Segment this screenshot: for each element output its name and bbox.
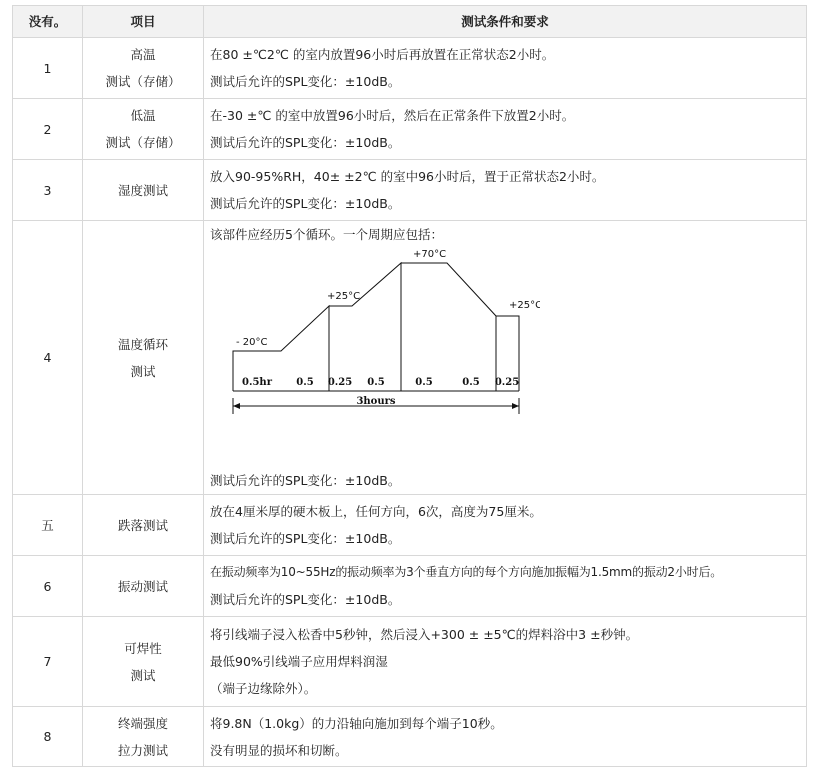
row-number: 7: [13, 617, 83, 707]
row-number: 8: [13, 707, 83, 767]
test-conditions-table: [12, 5, 807, 767]
segment-label: 0.5: [415, 377, 433, 388]
table-row: [13, 160, 807, 221]
row-number: 五: [13, 495, 83, 556]
total-duration-label: 3hours: [356, 396, 396, 407]
condition-line: 测试后允许的SPL变化：±10dB。: [210, 592, 401, 607]
condition-line: 最低90%引线端子应用焊料润湿: [210, 654, 388, 669]
item-line: 终端强度: [117, 715, 168, 731]
condition-line: 将9.8N（1.0kg）的力沿轴向施加到每个端子10秒。: [210, 715, 503, 731]
segment-label: 0.25: [327, 377, 353, 388]
header-item: 项目: [83, 6, 204, 38]
temp-label: +25°C: [327, 291, 361, 302]
row-conditions: [204, 99, 807, 160]
row-conditions: [204, 617, 807, 707]
condition-line: 没有明显的损坏和切断。: [210, 742, 348, 758]
temperature-profile-line: [233, 263, 519, 391]
segment-label: 0.5hr: [242, 377, 272, 388]
item-line: 测试: [130, 667, 156, 683]
segment-label: 0.5: [296, 377, 314, 388]
row-conditions: [204, 556, 807, 617]
row-item: [83, 221, 204, 495]
condition-line: 放入90-95%RH，40± ±2℃ 的室中96小时后，置于正常状态2小时。: [210, 169, 605, 184]
row-number: 1: [13, 38, 83, 99]
condition-line: 该部件应经历5个循环。一个周期应包括：: [210, 227, 443, 242]
header-no: 没有。: [13, 6, 83, 38]
condition-line: 测试后允许的SPL变化：±10dB。: [210, 531, 401, 546]
condition-line: 放在4厘米厚的硬木板上，任何方向，6次，高度为75厘米。: [210, 504, 542, 519]
condition-line: 在振动频率为10~55Hz的振动频率为3个垂直方向的每个方向施加振幅为1.5mm的振动2小时后。: [210, 565, 723, 579]
row-number: 3: [13, 160, 83, 221]
item-line: 测试: [130, 363, 156, 379]
item-line: 低温: [130, 108, 156, 123]
row-item: [83, 495, 204, 556]
item-line: 拉力测试: [117, 742, 168, 758]
item-line: 可焊性: [124, 640, 162, 656]
segment-label: 0.5: [462, 377, 480, 388]
table-row: [13, 221, 807, 495]
table-row: [13, 38, 807, 99]
row-conditions: [204, 160, 807, 221]
item-line: 高温: [130, 47, 156, 62]
table-row: [13, 707, 807, 767]
row-item: [83, 556, 204, 617]
row-conditions: [204, 38, 807, 99]
row-item: [83, 160, 204, 221]
temperature-cycle-diagram: [210, 248, 540, 458]
row-item: [83, 617, 204, 707]
temp-label: - 20°C: [236, 337, 268, 348]
condition-line: 将引线端子浸入松香中5秒钟，然后浸入+300 ± ±5℃的焊料浴中3 ±秒钟。: [210, 627, 639, 642]
segment-label: 0.25: [494, 377, 520, 388]
item-line: 测试（存储）: [105, 74, 181, 89]
temp-label: +25°C: [509, 300, 540, 311]
arrow-left-icon: [233, 403, 240, 409]
condition-line: 测试后允许的SPL变化：±10dB。: [210, 135, 401, 150]
table-row: [13, 617, 807, 707]
table-header-row: [13, 6, 807, 38]
item-line: 测试（存储）: [105, 135, 181, 150]
row-item: [83, 38, 204, 99]
segment-label: 0.5: [367, 377, 385, 388]
row-conditions: [204, 495, 807, 556]
row-number: 4: [13, 221, 83, 495]
condition-line: 在-30 ±℃ 的室中放置96小时后，然后在正常条件下放置2小时。: [210, 108, 575, 123]
item-line: 湿度测试: [117, 182, 168, 198]
item-line: 振动测试: [117, 578, 168, 594]
condition-line: 测试后允许的SPL变化：±10dB。: [210, 74, 401, 89]
item-line: 温度循环: [117, 336, 168, 352]
row-number: 6: [13, 556, 83, 617]
item-line: 跌落测试: [117, 517, 168, 533]
row-conditions: [204, 707, 807, 767]
condition-line: 测试后允许的SPL变化：±10dB。: [210, 196, 401, 211]
table-row: [13, 495, 807, 556]
row-number: 2: [13, 99, 83, 160]
table-row: [13, 99, 807, 160]
temp-label: +70°C: [413, 249, 447, 260]
row-item: [83, 99, 204, 160]
arrow-right-icon: [512, 403, 519, 409]
table-row: [13, 556, 807, 617]
condition-line: 在80 ±℃2℃ 的室内放置96小时后再放置在正常状态2小时。: [210, 47, 555, 62]
header-conditions: 测试条件和要求: [204, 6, 807, 38]
row-conditions: [204, 221, 807, 495]
row-item: [83, 707, 204, 767]
condition-line: （端子边缘除外）。: [210, 681, 317, 696]
condition-line: 测试后允许的SPL变化：±10dB。: [210, 473, 401, 488]
